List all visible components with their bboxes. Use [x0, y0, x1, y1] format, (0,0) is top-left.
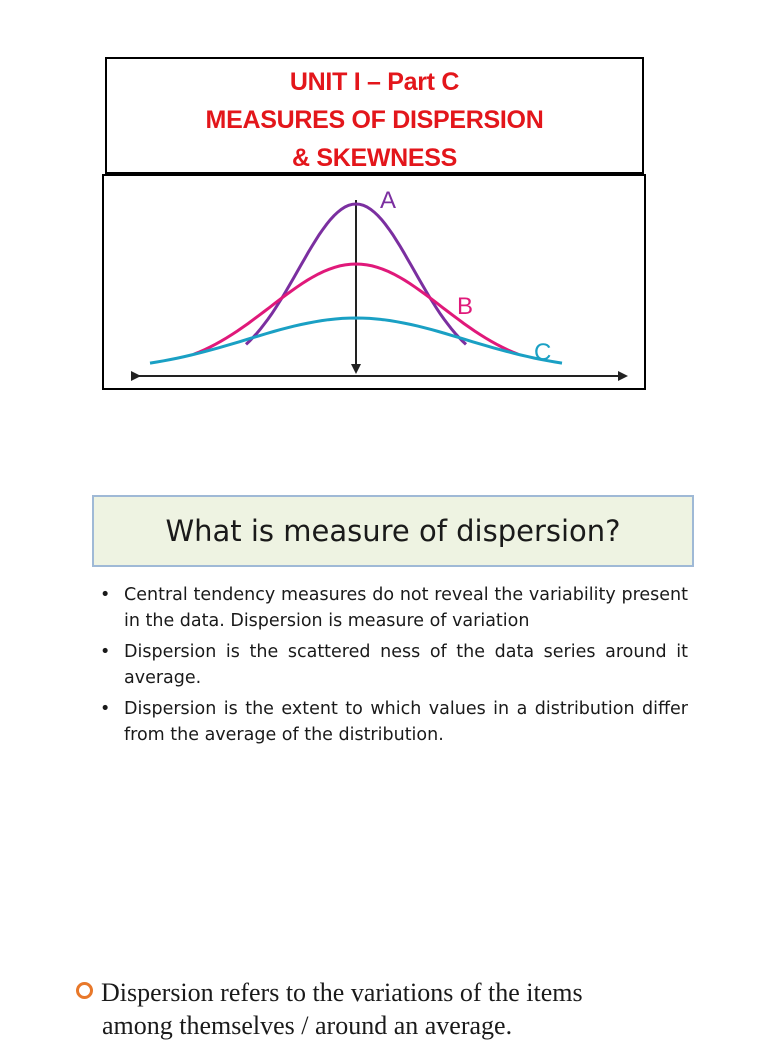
bullet-icon: • — [100, 699, 111, 719]
bullet-list — [96, 582, 688, 753]
title-line-2: MEASURES OF DISPERSION — [205, 106, 544, 134]
section-heading: What is measure of dispersion? — [92, 495, 694, 567]
list-item — [96, 639, 688, 691]
curve-label-a: A — [380, 187, 397, 214]
footer-line-2: among themselves / around an average. — [102, 1011, 513, 1040]
footer-line-1 — [76, 976, 766, 1009]
title-line-3: & SKEWNESS — [291, 144, 458, 172]
footer-line-1-text: Dispersion refers to the variations of the items — [101, 978, 583, 1007]
footer-text — [76, 976, 766, 1042]
list-item — [96, 582, 688, 634]
list-item — [96, 696, 688, 748]
bullet-icon: • — [100, 585, 111, 605]
curve-label-c: C — [534, 339, 552, 366]
circle-bullet-icon — [76, 982, 93, 999]
bullet-text: Dispersion is the extent to which values in a distribution differ from the average of the distribution. — [124, 699, 688, 745]
chart-svg — [104, 176, 648, 392]
bullet-icon: • — [100, 642, 111, 662]
bullet-text: Dispersion is the scattered ness of the data series around it average. — [124, 642, 688, 688]
title-box — [105, 57, 644, 174]
title-line-1: UNIT I – Part C — [289, 68, 460, 96]
bullet-text: Central tendency measures do not reveal the variability present in the data. Dispersion is measure of variation — [124, 585, 688, 631]
curve-label-b: B — [457, 293, 474, 320]
dispersion-chart — [102, 174, 646, 390]
